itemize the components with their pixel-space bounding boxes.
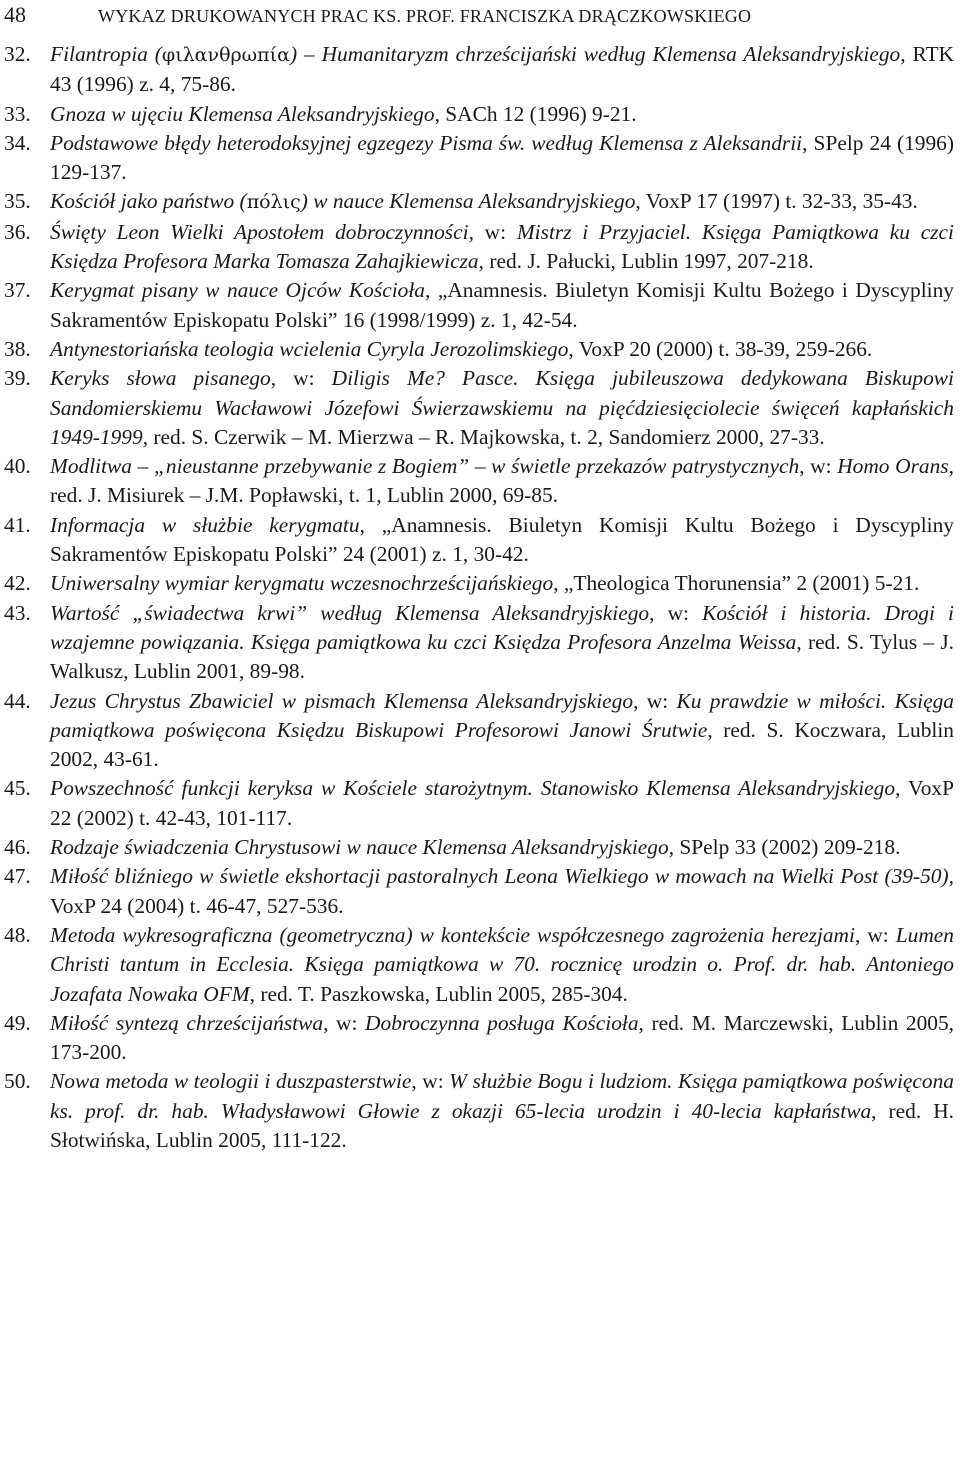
entry-title-segment: Diligis Me? Pasce. Księga jubileuszowa dedykowana Biskupowi Sandomierskiemu Wacławowi Józefowi Świerzawskiemu na pięćdziesięciolecie święceń kapłańskich 1949-1999 bbox=[50, 366, 954, 449]
entry-title-segment: Podstawowe błędy heterodoksyjnej egzegezy Pisma św. według Klemensa z Aleksandrii bbox=[50, 130, 803, 155]
entry-text bbox=[50, 1067, 954, 1155]
greek-term: πόλις bbox=[246, 191, 301, 214]
entry-title-segment: ) – Humanitaryzm chrześcijański według Klemensa Aleksandryjskiego bbox=[289, 42, 901, 66]
entry-text bbox=[50, 129, 954, 188]
entry-title-segment: Wartość „świadectwa krwi” według Klemensa Aleksandryjskiego bbox=[50, 600, 650, 625]
entry-title-segment: Święty Leon Wielki Apostołem dobroczynności bbox=[50, 219, 469, 244]
bibliography-entry bbox=[2, 452, 954, 511]
entry-number: 36. bbox=[4, 219, 31, 244]
entry-citation-segment: , w: bbox=[468, 219, 517, 244]
entry-citation-segment: , SPelp 24 (1996) 129-137. bbox=[50, 130, 954, 185]
entry-citation-segment: , VoxP 20 (2000) t. 38-39, 259-266. bbox=[568, 336, 873, 361]
running-head-title: WYKAZ DRUKOWANYCH PRAC KS. PROF. FRANCISZKA DRĄCZKOWSKIEGO bbox=[98, 6, 752, 26]
entry-text bbox=[50, 364, 954, 452]
entry-number: 34. bbox=[4, 130, 31, 155]
entry-number: 50. bbox=[4, 1069, 31, 1094]
bibliography-entry bbox=[2, 335, 954, 364]
entry-title-segment: Dobroczynna posługa Kościoła bbox=[365, 1010, 639, 1035]
bibliography-entry bbox=[2, 774, 954, 833]
entry-number: 48. bbox=[4, 922, 31, 947]
entry-text bbox=[50, 774, 954, 833]
entry-title-segment: Mistrz i Przyjaciel. Księga Pamiątkowa ku czci Księdza Profesora Marka Tomasza Zahajkiewicza bbox=[50, 219, 954, 274]
entry-title-segment: Kerygmat pisany w nauce Ojców Kościoła bbox=[50, 278, 425, 303]
entry-citation-segment: , red. S. Tylus – J. Walkusz, Lublin 2001, 89-98. bbox=[50, 629, 955, 684]
entry-citation-segment: , red. J. Pałucki, Lublin 1997, 207-218. bbox=[478, 249, 814, 274]
entry-text bbox=[50, 833, 954, 862]
entry-title-segment: Ku prawdzie w miłości. Księga pamiątkowa poświęcona Księdzu Biskupowi Profesorowi Janowi Śrutwie bbox=[50, 688, 954, 742]
entry-text bbox=[50, 100, 954, 129]
entry-text bbox=[50, 921, 954, 1009]
bibliography-entry bbox=[2, 833, 954, 862]
entry-text bbox=[50, 1009, 954, 1068]
entry-title-segment: Powszechność funkcji keryksa w Kościele starożytnym. Stanowisko Klemensa Aleksandryjskiego bbox=[50, 776, 896, 801]
entry-citation-segment: , SPelp 33 (2002) 209-218. bbox=[668, 835, 901, 860]
entry-title-segment: Nowa metoda w teologii i duszpasterstwie bbox=[50, 1069, 412, 1094]
entry-title-segment: Jezus Chrystus Zbawiciel w pismach Klemensa Aleksandryjskiego bbox=[50, 688, 634, 713]
entry-title-segment: Uniwersalny wymiar kerygmatu wczesnochrześcijańskiego bbox=[50, 571, 554, 596]
entry-title-segment: Modlitwa – „nieustanne przebywanie z Bogiem” – w świetle przekazów patrystycznych bbox=[50, 454, 800, 479]
page-number: 48 bbox=[4, 2, 26, 27]
entry-number: 41. bbox=[4, 512, 31, 537]
entry-number: 42. bbox=[4, 571, 31, 596]
running-head bbox=[2, 0, 954, 40]
entry-citation-segment: , w: bbox=[854, 922, 896, 947]
entry-citation-segment: , w: bbox=[633, 688, 677, 713]
entry-title-segment: Informacja w służbie kerygmatu bbox=[50, 512, 360, 537]
entry-text bbox=[50, 218, 954, 277]
bibliography-entry bbox=[2, 921, 954, 1009]
entry-citation-segment: , VoxP 17 (1997) t. 32-33, 35-43. bbox=[635, 189, 918, 214]
bibliography-entry bbox=[2, 187, 954, 217]
entry-text bbox=[50, 187, 954, 217]
bibliography-entry bbox=[2, 129, 954, 188]
entry-number: 49. bbox=[4, 1010, 31, 1035]
entry-citation-segment: , w: bbox=[323, 1010, 366, 1035]
entry-title-segment: Keryks słowa pisanego bbox=[50, 366, 271, 391]
greek-term: φιλανθρωπία bbox=[161, 44, 290, 66]
entry-text bbox=[50, 862, 954, 921]
entry-number: 45. bbox=[4, 776, 31, 801]
entry-title-segment: Miłość syntezą chrześcijaństwa bbox=[50, 1010, 324, 1035]
bibliography-entry bbox=[2, 1009, 954, 1068]
entry-number: 35. bbox=[4, 189, 31, 214]
entry-citation-segment: , red. T. Paszkowska, Lublin 2005, 285-304. bbox=[249, 981, 628, 1006]
entry-number: 39. bbox=[4, 366, 31, 391]
entry-citation-segment: , „Anamnesis. Biuletyn Komisji Kultu Bożego i Dyscypliny Sakramentów Episkopatu Polski” 16 (1998/1999) z. 1, 42-54. bbox=[50, 278, 954, 332]
bibliography-entry bbox=[2, 599, 954, 687]
entry-citation-segment: , VoxP 24 (2004) t. 46-47, 527-536. bbox=[50, 864, 954, 918]
entry-title-segment: Gnoza w ujęciu Klemensa Aleksandryjskiego bbox=[50, 101, 435, 126]
bibliography-entry bbox=[2, 364, 954, 452]
bibliography-entry bbox=[2, 687, 954, 775]
entry-citation-segment: , red. H. Słotwińska, Lublin 2005, 111-122. bbox=[50, 1098, 955, 1152]
entry-title-segment: Kościół jako państwo ( bbox=[50, 189, 247, 214]
bibliography-list bbox=[2, 40, 954, 1155]
entry-number: 38. bbox=[4, 336, 31, 361]
entry-title-segment: Miłość bliźniego w świetle ekshortacji pastoralnych Leona Wielkiego w mowach na Wielki Post (39-50) bbox=[50, 864, 949, 889]
entry-number: 40. bbox=[4, 454, 31, 479]
bibliography-entry bbox=[2, 569, 954, 598]
entry-citation-segment: , „Anamnesis. Biuletyn Komisji Kultu Bożego i Dyscypliny Sakramentów Episkopatu Polski” 24 (2001) z. 1, 30-42. bbox=[50, 512, 954, 567]
entry-text bbox=[50, 452, 954, 511]
entry-title-segment: Antynestoriańska teologia wcielenia Cyryla Jerozolimskiego bbox=[50, 336, 569, 361]
entry-title-segment: Homo Orans bbox=[837, 454, 949, 479]
entry-text bbox=[50, 276, 954, 335]
entry-title-segment: Kościół i historia. Drogi i wzajemne powiązania. Księga pamiątkowa ku czci Księdza Profesora Anzelma Weissa bbox=[50, 600, 954, 654]
bibliography-entry bbox=[2, 276, 954, 335]
entry-number: 47. bbox=[4, 864, 31, 889]
entry-citation-segment: , red. M. Marczewski, Lublin 2005, 173-200. bbox=[50, 1010, 954, 1065]
entry-number: 46. bbox=[4, 835, 31, 860]
entry-citation-segment: , VoxP 22 (2002) t. 42-43, 101-117. bbox=[50, 776, 954, 830]
entry-citation-segment: , RTK 43 (1996) z. 4, 75-86. bbox=[50, 42, 954, 97]
entry-text bbox=[50, 599, 954, 687]
entry-number: 32. bbox=[4, 42, 31, 66]
bibliography-entry bbox=[2, 100, 954, 129]
entry-citation-segment: , w: bbox=[411, 1069, 450, 1094]
entry-number: 37. bbox=[4, 278, 31, 303]
bibliography-entry bbox=[2, 1067, 954, 1155]
entry-number: 33. bbox=[4, 101, 31, 126]
entry-number: 44. bbox=[4, 688, 31, 713]
entry-citation-segment: , red. S. Czerwik – M. Mierzwa – R. Majkowska, t. 2, Sandomierz 2000, 27-33. bbox=[142, 424, 825, 449]
entry-text bbox=[50, 335, 954, 364]
entry-text bbox=[50, 40, 954, 100]
entry-text bbox=[50, 687, 954, 775]
bibliography-entry bbox=[2, 862, 954, 921]
entry-citation-segment: , SACh 12 (1996) 9-21. bbox=[434, 101, 637, 126]
entry-citation-segment: , „Theologica Thorunensia” 2 (2001) 5-21. bbox=[553, 571, 920, 596]
entry-citation-segment: , red. S. Koczwara, Lublin 2002, 43-61. bbox=[50, 717, 954, 772]
entry-citation-segment: , w: bbox=[649, 600, 703, 625]
entry-number: 43. bbox=[4, 600, 31, 625]
entry-title-segment: Rodzaje świadczenia Chrystusowi w nauce Klemensa Aleksandryjskiego bbox=[50, 835, 669, 860]
entry-title-segment: W służbie Bogu i ludziom. Księga pamiątkowa poświęcona ks. prof. dr. hab. Władysławowi Głowie z okazji 65-lecia urodzin i 40-lecia kapłaństwa bbox=[50, 1069, 954, 1123]
bibliography-entry bbox=[2, 218, 954, 277]
entry-citation-segment: , w: bbox=[799, 454, 838, 479]
bibliography-entry bbox=[2, 511, 954, 570]
entry-title-segment: Filantropia ( bbox=[50, 42, 162, 66]
bibliography-entry bbox=[2, 40, 954, 100]
entry-citation-segment: , red. J. Misiurek – J.M. Popławski, t. 1, Lublin 2000, 69-85. bbox=[50, 454, 954, 508]
entry-citation-segment: , w: bbox=[270, 366, 332, 391]
entry-text bbox=[50, 511, 954, 570]
entry-title-segment: Lumen Christi tantum in Ecclesia. Księga pamiątkowa w 70. rocznicę urodzin o. Prof. dr. hab. Antoniego Jozafata Nowaka OFM bbox=[50, 922, 954, 1006]
entry-title-segment: Metoda wykresograficzna (geometryczna) w kontekście współczesnego zagrożenia herezjami bbox=[50, 922, 855, 947]
entry-title-segment: ) w nauce Klemensa Aleksandryjskiego bbox=[300, 189, 636, 214]
entry-text bbox=[50, 569, 954, 598]
